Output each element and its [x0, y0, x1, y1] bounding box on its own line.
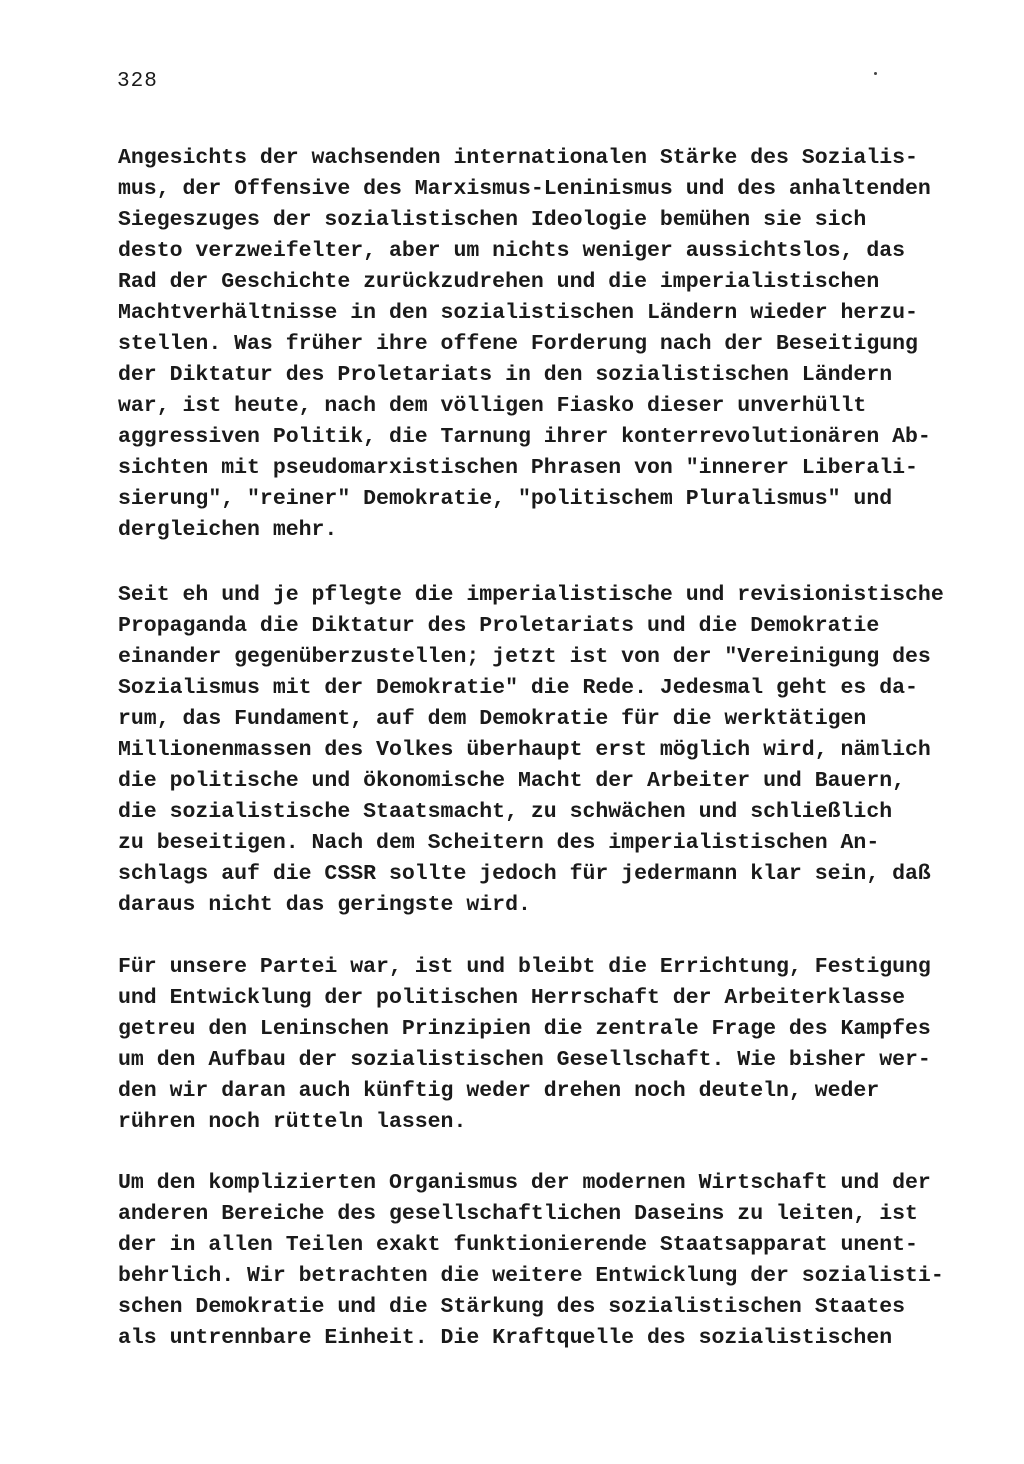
- paragraph-1: [118, 143, 931, 546]
- text-line: getreu den Leninschen Prinzipien die zentrale Frage des Kampfes: [118, 1017, 931, 1041]
- text-line: Rad der Geschichte zurückzudrehen und die imperialistischen: [118, 270, 880, 294]
- text-line: desto verzweifelter, aber um nichts weniger aussichtslos, das: [118, 239, 906, 263]
- text-line: anderen Bereiche des gesellschaftlichen Daseins zu leiten, ist: [118, 1202, 918, 1226]
- text-line: war, ist heute, nach dem völligen Fiasko dieser unverhüllt: [118, 394, 867, 418]
- text-line: als untrennbare Einheit. Die Kraftquelle des sozialistischen: [118, 1326, 893, 1350]
- text-line: die politische und ökonomische Macht der Arbeiter und Bauern,: [118, 769, 906, 793]
- text-line: zu beseitigen. Nach dem Scheitern des imperialistischen An-: [118, 831, 880, 855]
- text-line: stellen. Was früher ihre offene Forderung nach der Beseitigung: [118, 332, 918, 356]
- paragraph-2: [118, 580, 944, 921]
- text-line: Für unsere Partei war, ist und bleibt die Errichtung, Festigung: [118, 955, 931, 979]
- text-line: und Entwicklung der politischen Herrschaft der Arbeiterklasse: [118, 986, 906, 1010]
- text-line: daraus nicht das geringste wird.: [118, 893, 531, 917]
- text-line: mus, der Offensive des Marxismus-Leninismus und des anhaltenden: [118, 177, 931, 201]
- text-line: rühren noch rütteln lassen.: [118, 1110, 467, 1134]
- text-line: Siegeszuges der sozialistischen Ideologie bemühen sie sich: [118, 208, 867, 232]
- text-line: Seit eh und je pflegte die imperialistische und revisionistische: [118, 583, 944, 607]
- text-line: die sozialistische Staatsmacht, zu schwächen und schließlich: [118, 800, 893, 824]
- paragraph-3: [118, 952, 931, 1138]
- text-line: den wir daran auch künftig weder drehen noch deuteln, weder: [118, 1079, 880, 1103]
- text-line: einander gegenüberzustellen; jetzt ist von der "Vereinigung des: [118, 645, 931, 669]
- text-line: rum, das Fundament, auf dem Demokratie für die werktätigen: [118, 707, 867, 731]
- page-number: 328: [117, 70, 158, 93]
- text-line: dergleichen mehr.: [118, 518, 338, 542]
- text-line: schen Demokratie und die Stärkung des sozialistischen Staates: [118, 1295, 906, 1319]
- text-line: der in allen Teilen exakt funktionierende Staatsapparat unent-: [118, 1233, 918, 1257]
- text-line: Millionenmassen des Volkes überhaupt erst möglich wird, nämlich: [118, 738, 931, 762]
- text-line: behrlich. Wir betrachten die weitere Entwicklung der sozialisti-: [118, 1264, 944, 1288]
- text-line: Angesichts der wachsenden internationalen Stärke des Sozialis-: [118, 146, 918, 170]
- text-line: um den Aufbau der sozialistischen Gesellschaft. Wie bisher wer-: [118, 1048, 931, 1072]
- text-line: sierung", "reiner" Demokratie, "politischem Pluralismus" und: [118, 487, 893, 511]
- speck-mark: [874, 72, 877, 75]
- text-line: Sozialismus mit der Demokratie" die Rede. Jedesmal geht es da-: [118, 676, 918, 700]
- text-line: der Diktatur des Proletariats in den sozialistischen Ländern: [118, 363, 893, 387]
- paragraph-4: [118, 1168, 944, 1354]
- text-line: aggressiven Politik, die Tarnung ihrer konterrevolutionären Ab-: [118, 425, 931, 449]
- text-line: schlags auf die CSSR sollte jedoch für jedermann klar sein, daß: [118, 862, 931, 886]
- text-line: Propaganda die Diktatur des Proletariats und die Demokratie: [118, 614, 880, 638]
- text-line: Um den komplizierten Organismus der modernen Wirtschaft und der: [118, 1171, 931, 1195]
- text-line: Machtverhältnisse in den sozialistischen Ländern wieder herzu-: [118, 301, 918, 325]
- text-line: sichten mit pseudomarxistischen Phrasen von "innerer Liberali-: [118, 456, 918, 480]
